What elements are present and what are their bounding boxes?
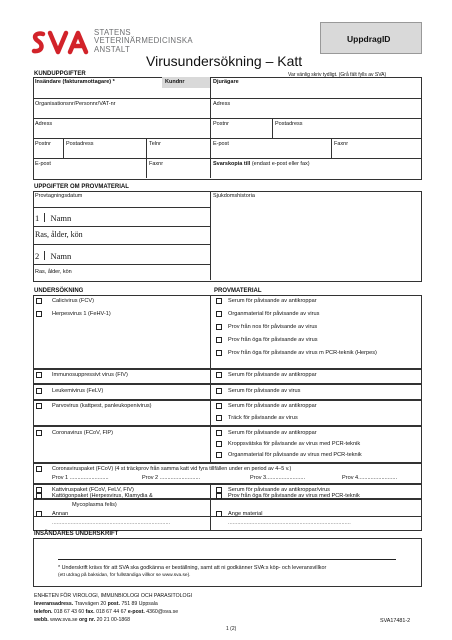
sampling-date-label: Provtagningsdatum [35,193,83,199]
sva-logo [30,28,90,58]
corona-package-checkbox[interactable] [36,466,42,472]
m-eye-checkbox[interactable] [216,337,222,343]
m-serum-virus-label: Serum för påvisande av virus [228,388,301,394]
m-eye-label: Prov från öga för påvisande av virus [228,337,318,343]
sender-field[interactable] [34,87,209,97]
m-eye-pcr2-label: Prov från öga för påvisande av virus med PCR-teknik [228,493,360,499]
agency-line-2: VETERINÄRMEDICINSKA [94,36,193,46]
agency-name [94,29,193,54]
postal-address2-label: Postadress [275,121,303,127]
corona-checkbox[interactable] [36,430,42,436]
animal-1-divider [44,213,45,222]
annan-field[interactable]: ............................................................................ [52,520,171,526]
calici-label: Calicivirus (FCV) [52,298,94,304]
agency-line-3: ANSTALT [94,44,131,54]
material-title: PROVMATERIAL [214,288,262,294]
sender-label: Insändare (fakturamottagare) * [35,79,115,85]
owner-label: Djurägare [213,79,239,85]
m-eye-pcr-checkbox[interactable] [216,350,222,356]
customer-no-label: Kundnr [165,79,185,85]
herpes-checkbox[interactable] [36,311,42,317]
m-serum-ab2-checkbox[interactable] [216,372,222,378]
exam-title: UNDERSÖKNING [34,288,84,294]
m-feces-label: Träck för påvisande av virus [228,415,298,421]
parvo-checkbox[interactable] [36,403,42,409]
postal-address-label: Postadress [66,141,94,147]
animal-2-breed-label: Ras, ålder, kön [35,269,72,275]
doc-code: SVA17481-2 [380,618,411,624]
footer-phone: telefon. 018 67 43 60 fax. 018 67 44 67 e-post. 4360@sva.se [34,609,179,615]
page-number: 1 (2) [226,626,237,632]
prov-2[interactable]: Prov 2 .......................... [142,475,201,481]
postal-code2-label: Postnr [213,121,229,127]
m-organ1-label: Organmaterial för påvisande av virus [228,311,320,317]
corona-package-label: Coronaviruspaket (FCoV) (4 st träckprov från samma katt vid fyra tillfällen under en period av 4–5 v.) [52,466,292,472]
prov-4[interactable]: Prov 4......................... [342,475,398,481]
form-title: Virusundersökning – Katt [146,53,303,69]
signature-box [33,538,422,587]
m-serum-ab4-checkbox[interactable] [216,430,222,436]
history-label: Sjukdomshistoria [213,193,255,199]
footer-unit: ENHETEN FÖR VIROLOGI, IMMUNBIOLOGI OCH PARASITOLOGI [34,593,193,599]
email-label: E-post [35,161,51,167]
fiv-checkbox[interactable] [36,372,42,378]
m-serum-ab2-label: Serum för påvisande av antikroppar [228,372,317,378]
annan-checkbox[interactable] [36,511,42,517]
m-nose-checkbox[interactable] [216,324,222,330]
m-other-field[interactable]: ............................................................................... [228,520,351,526]
m-organ-pcr-label: Organmaterial för påvisande av virus med PCR-teknik [228,452,362,458]
m-eye-pcr-label: Prov från öga för påvisande av virus m PCR-teknik (Herpes) [228,350,377,356]
animal-1-breed-label: Ras, ålder, kön [35,230,83,239]
kattogon-label-2: Mycoplasma felis) [72,502,117,508]
m-serum-ab1-label: Serum för påvisande av antikroppar [228,298,317,304]
agency-line-1: STATENS [94,28,131,37]
fiv-label: Immunosuppressivt virus (FIV) [52,372,128,378]
herpes-label: Herpesvirus 1 (FeHV-1) [52,311,111,317]
order-id-box [320,22,422,54]
annan-label: Annan [52,511,69,517]
kattvirus-label: Kattviruspaket (FCoV, FeLV, FIV) [52,487,134,493]
kattogon-label-1: Kattögonpaket (Herpesvirus, Klamydia & [52,493,153,499]
signature-title: INSÄNDARES UNDERSKRIFT [34,531,119,537]
address-label: Adress [35,121,53,127]
animal-2-divider [44,251,45,260]
calici-checkbox[interactable] [36,298,42,304]
corona-label: Coronavirus (FCoV, FIP) [52,430,114,436]
m-feces-checkbox[interactable] [216,415,222,421]
fax-label: Faxnr [149,161,164,167]
reply-copy-label [213,161,310,167]
m-serum-ab-virus-label: Serum för påvisande av antikroppar/virus [228,487,330,493]
m-serum-ab1-checkbox[interactable] [216,298,222,304]
m-body-fluid-label: Kroppsvätska för påvisande av virus med PCR-teknik [228,441,361,447]
m-organ-pcr-checkbox[interactable] [216,452,222,458]
kattogon-checkbox[interactable] [36,493,42,499]
parvo-label: Parvovirus (kattpest, panleukopenivirus) [52,403,152,409]
prov-3[interactable]: Prov 3......................... [250,475,306,481]
animal-2-name [35,251,71,261]
sample-table [33,191,422,282]
felv-label: Leukemivirus (FeLV) [52,388,104,394]
m-serum-ab3-label: Serum för påvisande av antikroppar [228,403,317,409]
sva-logo-mark-icon [30,28,90,58]
customer-section-title: KUNDUPPGIFTER [34,71,86,77]
animal-1-name [35,213,71,223]
m-other-checkbox[interactable] [216,511,222,517]
owner-field[interactable] [211,87,419,97]
org-label: Organisationsnr/Personnr/VAT-nr [35,101,116,107]
animal-2-name-label: Namn [50,251,72,261]
m-serum-ab3-checkbox[interactable] [216,403,222,409]
order-id-label: UppdragID [347,34,391,44]
m-eye-pcr2-checkbox[interactable] [216,493,222,499]
m-serum-ab4-label: Serum för påvisande av antikroppar [228,430,317,436]
address2-label: Adress [213,101,231,107]
m-other-label: Ange material [228,511,263,517]
fill-note: Var vänlig skriv tydligt. (Grå fält fylls av SVA) [288,72,387,78]
animal-1-name-label: Namn [50,213,72,223]
group-calici-herpes [33,295,422,370]
footer-web: webb. www.sva.se org nr. 20 21 00-1868 [34,617,131,623]
email2-label: E-post [213,141,229,147]
sample-section-title: UPPGIFTER OM PROVMATERIAL [34,184,129,190]
reply-copy-title: Svarskopia till [213,161,251,167]
footer-delivery: leveransadress. Travvägen 20 post. 751 89 Uppsala [34,601,158,607]
footer-address [34,592,192,624]
signature-note: * Underskrift krävs för att SVA ska godkänna er beställning, samt att ni godkänner SVA:s köp- och leveransvillkor [58,565,327,571]
fax2-label: Faxnr [334,141,349,147]
phone-label: Telnr [149,141,161,147]
postal-code-label: Postnr [35,141,51,147]
animal-2-no: 2 [35,251,40,261]
animal-1-no: 1 [35,213,40,223]
m-serum-virus-checkbox[interactable] [216,388,222,394]
felv-checkbox[interactable] [36,388,42,394]
m-nose-label: Prov från nos för påvisande av virus [228,324,318,330]
signature-line[interactable] [58,559,396,560]
m-body-fluid-checkbox[interactable] [216,441,222,447]
signature-subnote: (ett utdrag på baksidan, för fullständiga villkor se www.sva.se). [58,573,191,578]
reply-copy-note: (endast e-post eller fax) [251,161,310,167]
prov-1[interactable]: Prov 1 ......................... [52,475,109,481]
m-organ1-checkbox[interactable] [216,311,222,317]
